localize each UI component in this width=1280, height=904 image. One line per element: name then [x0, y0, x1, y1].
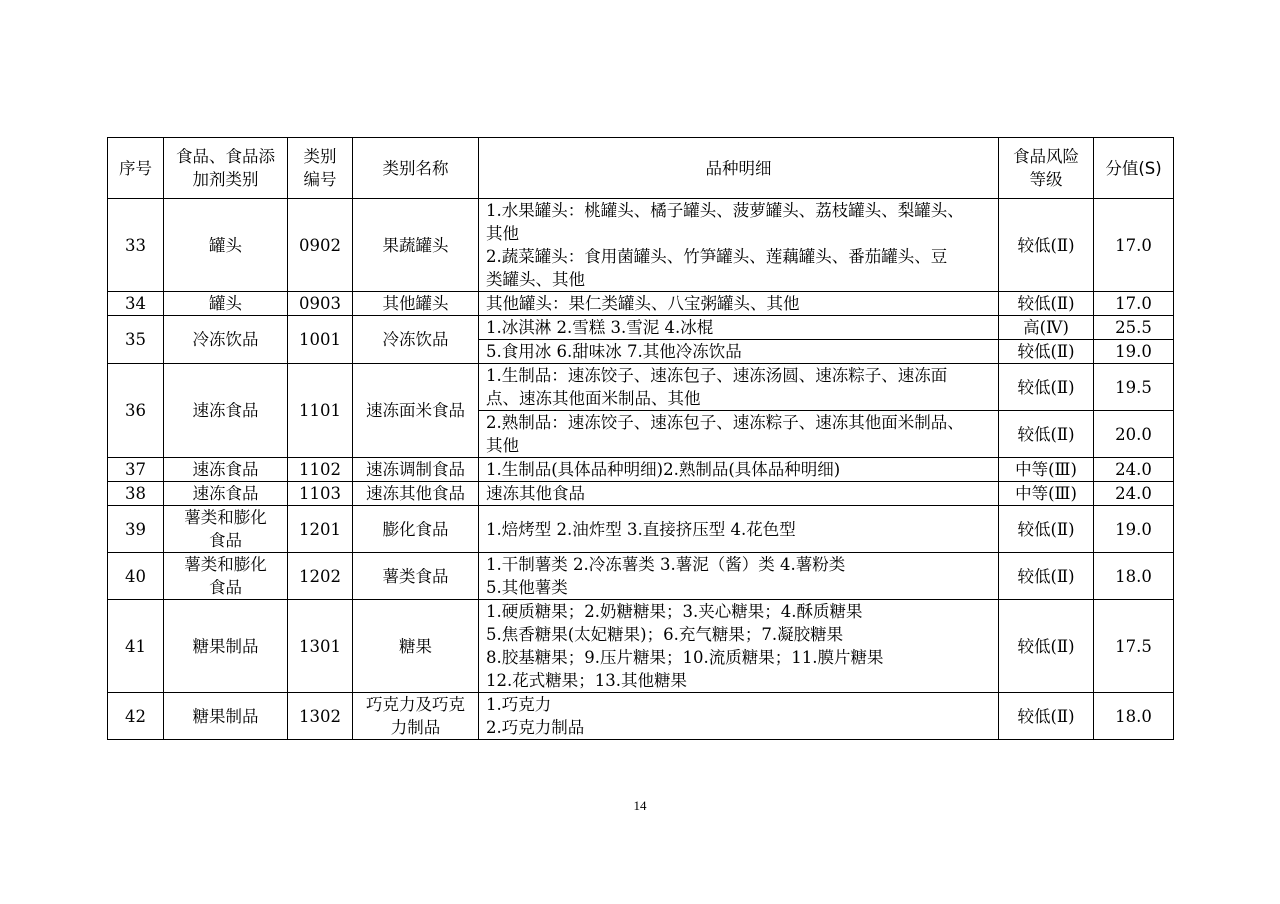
cell-detail-line: 2.巧克力制品 [486, 718, 585, 737]
cell-risk: 较低(Ⅱ) [999, 199, 1094, 292]
cell-category: 速冻食品 [164, 482, 288, 506]
cell-category-line: 食品 [209, 578, 242, 597]
cell-seq: 33 [108, 199, 164, 292]
header-category [164, 138, 288, 199]
cell-score: 17.0 [1094, 199, 1174, 292]
table-row [108, 506, 1174, 553]
cell-detail [479, 693, 999, 740]
food-category-table [107, 137, 1174, 740]
cell-name: 速冻调制食品 [353, 458, 479, 482]
cell-detail-line: 1.焙烤型 2.油炸型 3.直接挤压型 4.花色型 [486, 519, 796, 539]
page-number: 14 [633, 798, 647, 813]
cell-detail-line: 1.水果罐头：桃罐头、橘子罐头、菠萝罐头、荔枝罐头、梨罐头、 [486, 201, 964, 220]
cell-score: 17.0 [1094, 292, 1174, 316]
cell-detail-line: 5.其他薯类 [486, 578, 568, 597]
cell-detail [479, 600, 999, 693]
cell-detail [479, 553, 999, 600]
cell-detail [479, 364, 999, 411]
cell-name: 速冻其他食品 [353, 482, 479, 506]
cell-score: 19.5 [1094, 364, 1174, 411]
cell-seq: 42 [108, 693, 164, 740]
cell-detail [479, 199, 999, 292]
header-score: 分值(S) [1094, 138, 1174, 199]
cell-risk: 较低(Ⅱ) [999, 340, 1094, 364]
table-row [108, 482, 1174, 506]
cell-seq: 38 [108, 482, 164, 506]
cell-name: 其他罐头 [353, 292, 479, 316]
cell-detail-line: 2.蔬菜罐头：食用菌罐头、竹笋罐头、莲藕罐头、番茄罐头、豆 [486, 247, 948, 266]
header-risk-line: 等级 [1029, 170, 1063, 189]
cell-category: 糖果制品 [164, 600, 288, 693]
cell-score: 18.0 [1094, 693, 1174, 740]
cell-seq: 40 [108, 553, 164, 600]
header-code [288, 138, 353, 199]
cell-detail [479, 411, 999, 458]
table-body [108, 199, 1174, 740]
header-category-line: 食品、食品添 [176, 147, 275, 166]
cell-score: 25.5 [1094, 316, 1174, 340]
cell-code: 0902 [288, 199, 353, 292]
cell-detail [479, 292, 999, 316]
table-row [108, 600, 1174, 693]
cell-category-line: 薯类和膨化 [184, 555, 267, 574]
cell-code: 1101 [288, 364, 353, 458]
cell-code: 1302 [288, 693, 353, 740]
cell-risk: 中等(Ⅲ) [999, 458, 1094, 482]
cell-category: 罐头 [164, 199, 288, 292]
cell-detail-line: 1.生制品(具体品种明细)2.熟制品(具体品种明细) [486, 460, 841, 479]
cell-code: 1103 [288, 482, 353, 506]
cell-score: 17.5 [1094, 600, 1174, 693]
cell-category [164, 553, 288, 600]
cell-score: 19.0 [1094, 506, 1174, 553]
cell-risk: 中等(Ⅲ) [999, 482, 1094, 506]
cell-code: 1301 [288, 600, 353, 693]
cell-category: 速冻食品 [164, 458, 288, 482]
cell-seq: 37 [108, 458, 164, 482]
table-row [108, 458, 1174, 482]
header-category-line: 加剂类别 [192, 170, 259, 189]
cell-detail-line: 1.生制品：速冻饺子、速冻包子、速冻汤圆、速冻粽子、速冻面 [486, 366, 948, 385]
cell-name-line: 力制品 [390, 718, 441, 737]
table-row [108, 364, 1174, 411]
table-row [108, 553, 1174, 600]
cell-detail-line: 其他 [486, 224, 519, 243]
cell-detail-line: 5.焦香糖果(太妃糖果)；6.充气糖果；7.凝胶糖果 [486, 625, 844, 644]
cell-risk: 较低(Ⅱ) [999, 411, 1094, 458]
cell-name [353, 693, 479, 740]
cell-detail [479, 340, 999, 364]
cell-score: 24.0 [1094, 458, 1174, 482]
header-seq: 序号 [108, 138, 164, 199]
cell-risk: 较低(Ⅱ) [999, 292, 1094, 316]
cell-code: 1001 [288, 316, 353, 364]
header-name: 类别名称 [353, 138, 479, 199]
cell-code: 1202 [288, 553, 353, 600]
cell-detail-line: 1.冰淇淋 2.雪糕 3.雪泥 4.冰棍 [486, 318, 714, 337]
cell-detail [479, 458, 999, 482]
header-risk-line: 食品风险 [1013, 147, 1079, 166]
cell-detail-line: 其他罐头：果仁类罐头、八宝粥罐头、其他 [486, 294, 800, 313]
cell-name: 糖果 [353, 600, 479, 693]
cell-seq: 36 [108, 364, 164, 458]
table-header [108, 138, 1174, 199]
table-row [108, 199, 1174, 292]
table-row [108, 693, 1174, 740]
cell-detail [479, 506, 999, 553]
cell-detail [479, 316, 999, 340]
header-code-line: 类别 [303, 147, 337, 166]
cell-seq: 35 [108, 316, 164, 364]
cell-detail [479, 482, 999, 506]
cell-category: 糖果制品 [164, 693, 288, 740]
cell-category: 速冻食品 [164, 364, 288, 458]
cell-name: 速冻面米食品 [353, 364, 479, 458]
cell-score: 18.0 [1094, 553, 1174, 600]
cell-category: 冷冻饮品 [164, 316, 288, 364]
cell-name: 果蔬罐头 [353, 199, 479, 292]
cell-detail-line: 5.食用冰 6.甜味冰 7.其他冷冻饮品 [486, 342, 742, 361]
cell-risk: 高(Ⅳ) [999, 316, 1094, 340]
cell-detail-line: 1.巧克力 [486, 695, 552, 714]
cell-detail-line: 1.干制薯类 2.冷冻薯类 3.薯泥（酱）类 4.薯粉类 [486, 555, 846, 574]
cell-risk: 较低(Ⅱ) [999, 693, 1094, 740]
cell-seq: 34 [108, 292, 164, 316]
table-row [108, 316, 1174, 340]
cell-risk: 较低(Ⅱ) [999, 364, 1094, 411]
cell-risk: 较低(Ⅱ) [999, 553, 1094, 600]
cell-detail-line: 12.花式糖果；13.其他糖果 [486, 671, 687, 690]
cell-code: 1201 [288, 506, 353, 553]
cell-score: 24.0 [1094, 482, 1174, 506]
header-risk [999, 138, 1094, 199]
cell-risk: 较低(Ⅱ) [999, 506, 1094, 553]
cell-name: 薯类食品 [353, 553, 479, 600]
cell-score: 19.0 [1094, 340, 1174, 364]
cell-score: 20.0 [1094, 411, 1174, 458]
cell-detail-line: 1.硬质糖果；2.奶糖糖果；3.夹心糖果；4.酥质糖果 [486, 602, 863, 621]
cell-risk: 较低(Ⅱ) [999, 600, 1094, 693]
cell-category [164, 506, 288, 553]
cell-detail-line: 8.胶基糖果；9.压片糖果；10.流质糖果；11.膜片糖果 [486, 648, 884, 667]
header-code-line: 编号 [303, 170, 337, 189]
cell-code: 0903 [288, 292, 353, 316]
cell-name: 膨化食品 [353, 506, 479, 553]
cell-category-line: 薯类和膨化 [184, 508, 267, 527]
cell-name: 冷冻饮品 [353, 316, 479, 364]
cell-detail-line: 类罐头、其他 [486, 270, 585, 289]
table-row [108, 292, 1174, 316]
cell-detail-line: 速冻其他食品 [486, 484, 585, 503]
cell-category: 罐头 [164, 292, 288, 316]
cell-category-line: 食品 [209, 531, 242, 550]
cell-code: 1102 [288, 458, 353, 482]
cell-detail-line: 2.熟制品：速冻饺子、速冻包子、速冻粽子、速冻其他面米制品、 [486, 413, 964, 432]
cell-name-line: 巧克力及巧克 [366, 695, 465, 714]
header-detail: 品种明细 [479, 138, 999, 199]
cell-detail-line: 点、速冻其他面米制品、其他 [486, 389, 701, 408]
cell-seq: 41 [108, 600, 164, 693]
cell-detail-line: 其他 [486, 436, 519, 455]
cell-seq: 39 [108, 506, 164, 553]
